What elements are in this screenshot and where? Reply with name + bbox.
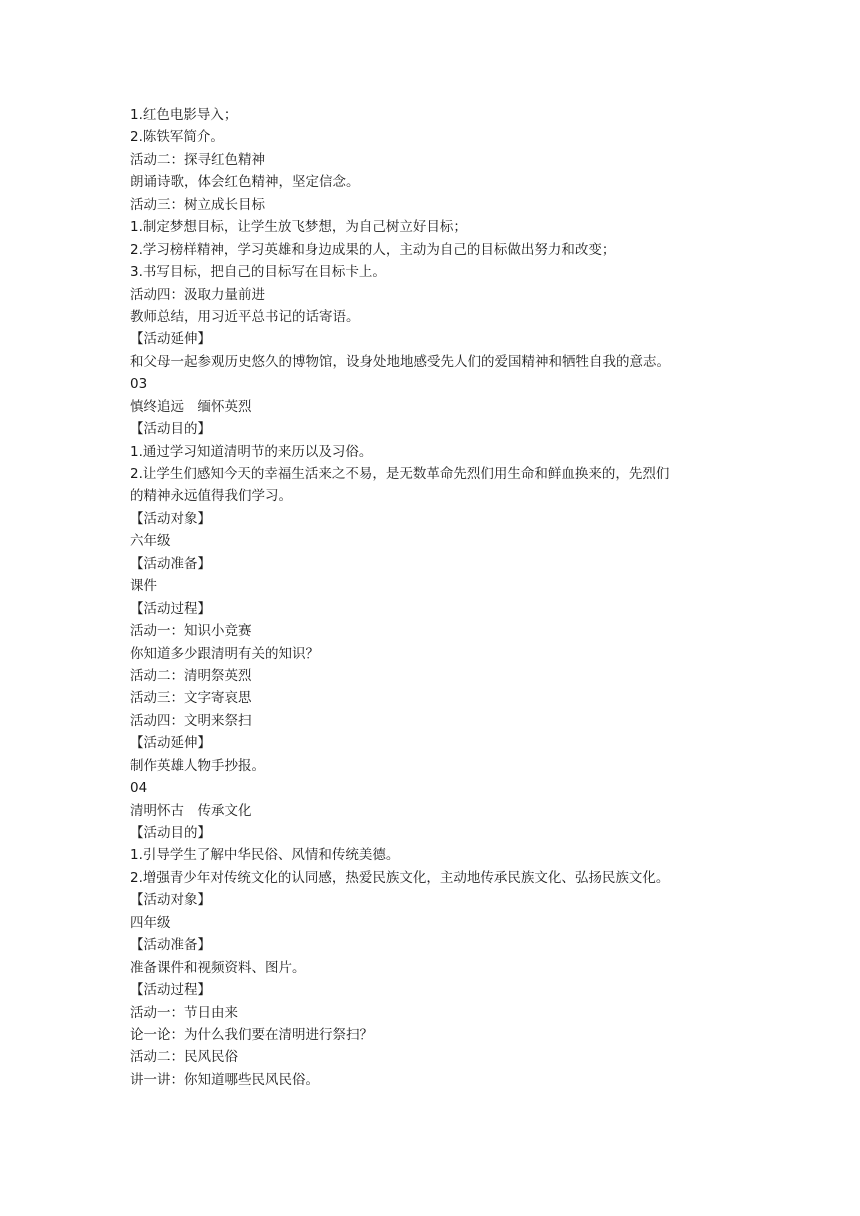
section-title: 清明怀古 传承文化: [130, 802, 252, 819]
text-line: 2.陈铁军简介。: [130, 129, 224, 146]
activity-heading: 活动二：民风民俗: [130, 1049, 238, 1066]
text-line: 的精神永远值得我们学习。: [130, 488, 292, 505]
section-label: 【活动延伸】: [130, 735, 211, 752]
text-line: 你知道多少跟清明有关的知识？: [130, 645, 319, 662]
text-line: 1.引导学生了解中华民俗、风情和传统美德。: [130, 847, 400, 864]
section-title: 慎终追远 缅怀英烈: [130, 398, 252, 415]
activity-heading: 活动一：知识小竞赛: [130, 623, 252, 640]
text-line: 2.让学生们感知今天的幸福生活来之不易，是无数革命先烈们用生命和鲜血换来的，先烈们: [130, 466, 670, 482]
activity-heading: 活动三：树立成长目标: [130, 196, 265, 213]
activity-heading: 活动四：文明来祭扫: [130, 712, 252, 729]
text-line: 课件: [130, 578, 157, 595]
section-number: 03: [130, 376, 148, 393]
section-label: 【活动目的】: [130, 825, 211, 841]
text-line: 1.制定梦想目标，让学生放飞梦想，为自己树立好目标；: [130, 219, 467, 236]
activity-heading: 活动三：文字寄哀思: [130, 690, 252, 707]
text-line: 教师总结，用习近平总书记的话寄语。: [130, 308, 360, 325]
activity-heading: 活动二：探寻红色精神: [130, 151, 265, 168]
section-label: 【活动对象】: [130, 892, 211, 909]
text-line: 1.通过学习知道清明节的来历以及习俗。: [130, 443, 373, 460]
text-line: 制作英雄人物手抄报。: [130, 757, 265, 774]
section-label: 【活动过程】: [130, 600, 211, 617]
section-label: 【活动过程】: [130, 982, 211, 999]
text-line: 六年级: [130, 533, 171, 550]
text-line: 2.学习榜样精神，学习英雄和身边成果的人，主动为自己的目标做出努力和改变；: [130, 241, 616, 258]
section-label: 【活动目的】: [130, 421, 211, 438]
text-line: 准备课件和视频资料、图片。: [130, 959, 306, 976]
text-line: 讲一讲：你知道哪些民风民俗。: [130, 1071, 319, 1088]
text-line: 2.增强青少年对传统文化的认同感，热爱民族文化，主动地传承民族文化、弘扬民族文化。: [130, 869, 670, 886]
section-label: 【活动准备】: [130, 555, 211, 572]
section-label: 【活动对象】: [130, 510, 211, 527]
document-body: [130, 104, 740, 1091]
activity-heading: 活动一：节日由来: [130, 1004, 238, 1021]
text-line: 论一论：为什么我们要在清明进行祭扫？: [130, 1026, 373, 1043]
activity-heading: 活动二：清明祭英烈: [130, 667, 252, 684]
text-line: 1.红色电影导入；: [130, 107, 238, 123]
section-number: 04: [130, 780, 148, 797]
section-label: 【活动准备】: [130, 937, 211, 954]
section-label: 【活动延伸】: [130, 331, 211, 348]
text-line: 和父母一起参观历史悠久的博物馆，设身处地地感受先人们的爱国精神和牺牲自我的意志。: [130, 353, 670, 370]
text-line: 朗诵诗歌，体会红色精神，坚定信念。: [130, 174, 360, 191]
activity-heading: 活动四：汲取力量前进: [130, 286, 265, 303]
text-line: 四年级: [130, 914, 171, 931]
text-line: 3.书写目标，把自己的目标写在目标卡上。: [130, 264, 386, 281]
